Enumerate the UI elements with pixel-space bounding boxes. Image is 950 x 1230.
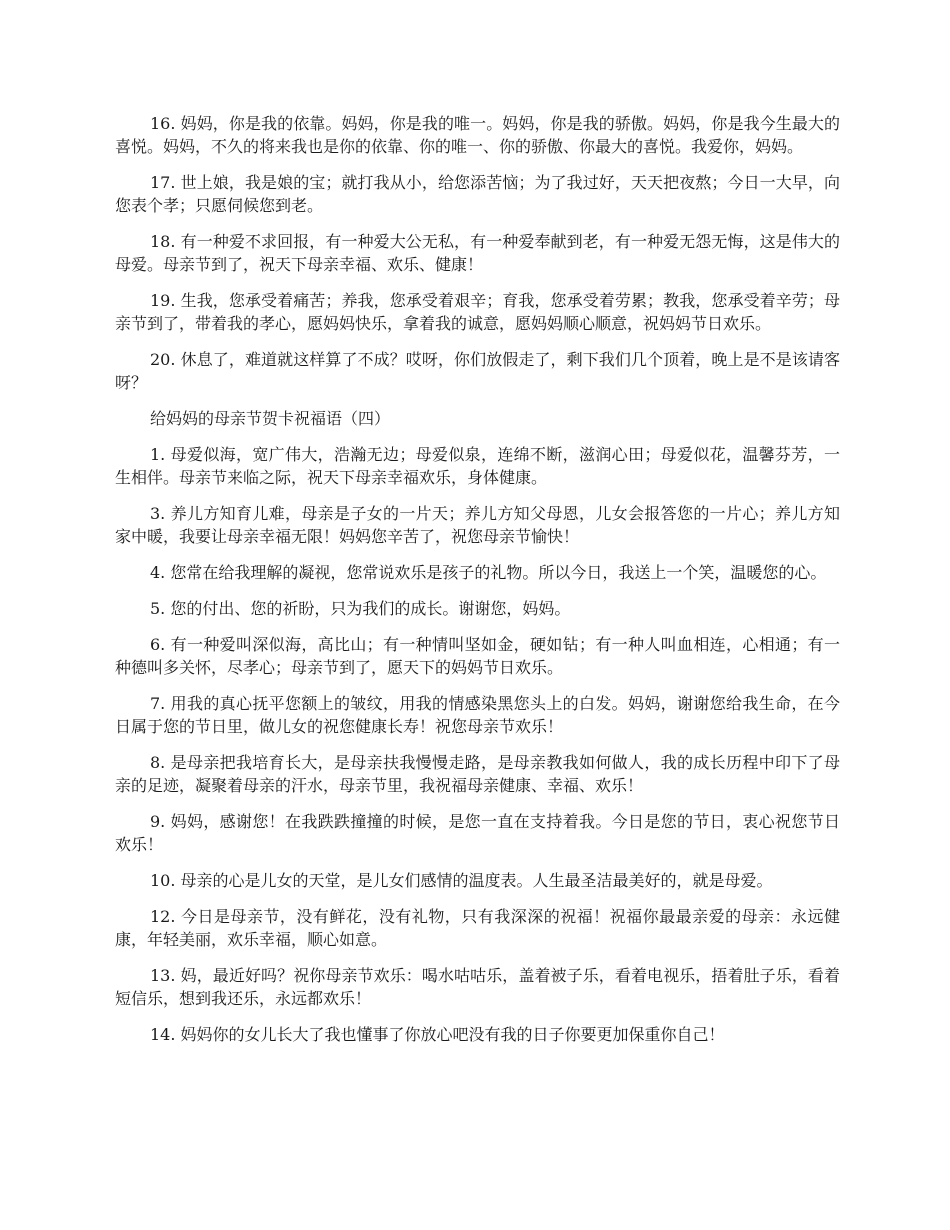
paragraph-14: 14. 妈妈你的女儿长大了我也懂事了你放心吧没有我的日子你要更加保重你自己！ — [150, 1025, 725, 1044]
paragraph-12: 12. 今日是母亲节，没有鲜花，没有礼物，只有我深深的祝福！祝福你最最亲爱的母亲：永远健康，年轻美丽，欢乐幸福，顺心如意。 — [115, 907, 840, 949]
paragraph-9: 9. 妈妈，感谢您！在我跌跌撞撞的时候，是您一直在支持着我。今日是您的节日，衷心祝您节日欢乐！ — [115, 812, 840, 854]
paragraph-5: 5. 您的付出、您的祈盼，只为我们的成长。谢谢您，妈妈。 — [150, 599, 571, 618]
document-body — [115, 112, 840, 1059]
paragraph-6: 6. 有一种爱叫深似海，高比山；有一种情叫坚如金，硬如钻；有一种人叫血相连，心相通；有一种德叫多关怀，尽孝心；母亲节到了，愿天下的妈妈节日欢乐。 — [115, 635, 840, 677]
paragraph-17: 17. 世上娘，我是娘的宝；就打我从小，给您添苦恼；为了我过好，天天把夜熬；今日一大早，向您表个孝；只愿伺候您到老。 — [115, 173, 840, 215]
paragraph-3: 3. 养儿方知育儿难，母亲是子女的一片天；养儿方知父母恩，儿女会报答您的一片心；养儿方知家中暖，我要让母亲幸福无限！妈妈您辛苦了，祝您母亲节愉快！ — [115, 504, 840, 546]
paragraph-8: 8. 是母亲把我培育长大，是母亲扶我慢慢走路，是母亲教我如何做人，我的成长历程中印下了母亲的足迹，凝聚着母亲的汗水，母亲节里，我祝福母亲健康、幸福、欢乐！ — [115, 753, 840, 795]
paragraph-1: 1. 母爱似海，宽广伟大，浩瀚无边；母爱似泉，连绵不断，滋润心田；母爱似花，温馨芬芳，一生相伴。母亲节来临之际，祝天下母亲幸福欢乐，身体健康。 — [115, 445, 840, 487]
paragraph-18: 18. 有一种爱不求回报，有一种爱大公无私，有一种爱奉献到老，有一种爱无怨无悔，这是伟大的母爱。母亲节到了，祝天下母亲幸福、欢乐、健康！ — [115, 232, 840, 274]
paragraph-19: 19. 生我，您承受着痛苦；养我，您承受着艰辛；育我，您承受着劳累；教我，您承受着辛劳；母亲节到了，带着我的孝心，愿妈妈快乐，拿着我的诚意，愿妈妈顺心顺意，祝妈妈节日欢乐。 — [115, 291, 840, 333]
section-heading: 给妈妈的母亲节贺卡祝福语（四） — [150, 409, 391, 428]
paragraph-4: 4. 您常在给我理解的凝视，您常说欢乐是孩子的礼物。所以今日，我送上一个笑，温暖您的心。 — [150, 563, 827, 582]
paragraph-13: 13. 妈，最近好吗？祝你母亲节欢乐：喝水咕咕乐，盖着被子乐，看着电视乐，捂着肚子乐，看着短信乐，想到我还乐，永远都欢乐！ — [115, 966, 840, 1008]
paragraph-16: 16. 妈妈，你是我的依靠。妈妈，你是我的唯一。妈妈，你是我的骄傲。妈妈，你是我今生最大的喜悦。妈妈，不久的将来我也是你的依靠、你的唯一、你的骄傲、你最大的喜悦。我爱你，妈妈。 — [115, 114, 840, 156]
paragraph-20: 20. 休息了，难道就这样算了不成？哎呀，你们放假走了，剩下我们几个顶着，晚上是不是该请客呀？ — [115, 350, 840, 392]
paragraph-7: 7. 用我的真心抚平您额上的皱纹，用我的情感染黑您头上的白发。妈妈，谢谢您给我生命，在今日属于您的节日里，做儿女的祝您健康长寿！祝您母亲节欢乐！ — [115, 694, 840, 736]
paragraph-10: 10. 母亲的心是儿女的天堂，是儿女们感情的温度表。人生最圣洁最美好的，就是母爱。 — [150, 871, 773, 890]
